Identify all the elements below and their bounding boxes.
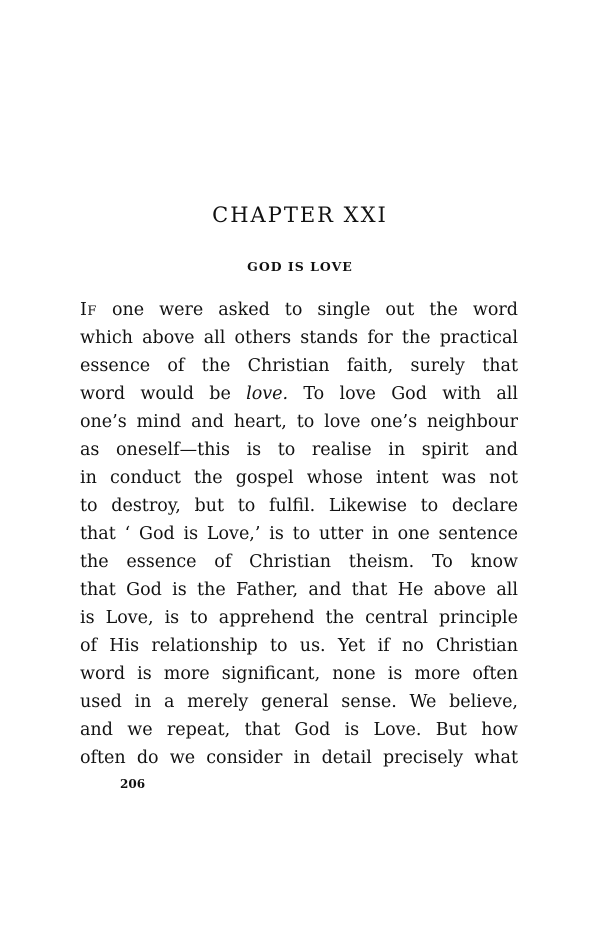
text-line — [80, 296, 518, 324]
text-line: to destroy, but to fulfil. Likewise to declare — [80, 496, 518, 516]
text-line-content: word would be — [80, 384, 247, 404]
text-line: which above all others stands for the practical — [80, 328, 518, 348]
text-line: in conduct the gospel whose intent was not — [80, 468, 518, 488]
text-line: and we repeat, that God is Love. But how — [80, 720, 518, 740]
text-line: the essence of Christian theism. To know — [80, 552, 518, 572]
text-line: that ‘ God is Love,’ is to utter in one sentence — [80, 524, 518, 544]
text-line: as oneself—this is to realise in spirit and — [80, 440, 518, 460]
text-line: used in a merely general sense. We believe, — [80, 692, 518, 712]
text-line-content: one were asked to single out the word — [96, 300, 518, 320]
text-line: that God is the Father, and that He above all — [80, 580, 518, 600]
text-line: essence of the Christian faith, surely that — [80, 356, 518, 376]
chapter-title: GOD IS LOVE — [247, 259, 353, 274]
chapter-heading: CHAPTER XXI — [212, 203, 388, 227]
opening-word — [80, 300, 97, 320]
body-text — [80, 296, 518, 772]
page-number: 206 — [120, 777, 146, 791]
text-line: one’s mind and heart, to love one’s neighbour — [80, 412, 518, 432]
text-line: of His relationship to us. Yet if no Christian — [80, 636, 518, 656]
text-line: is Love, is to apprehend the central principle — [80, 608, 518, 628]
text-line-content: To love God with all — [288, 384, 519, 404]
emphasis-love: love. — [246, 384, 289, 404]
opening-initial: I — [80, 300, 88, 320]
text-line — [80, 380, 518, 408]
opening-small-caps: F — [87, 304, 97, 319]
text-line: often do we consider in detail precisely what — [80, 748, 518, 768]
text-line: word is more significant, none is more often — [80, 664, 518, 684]
